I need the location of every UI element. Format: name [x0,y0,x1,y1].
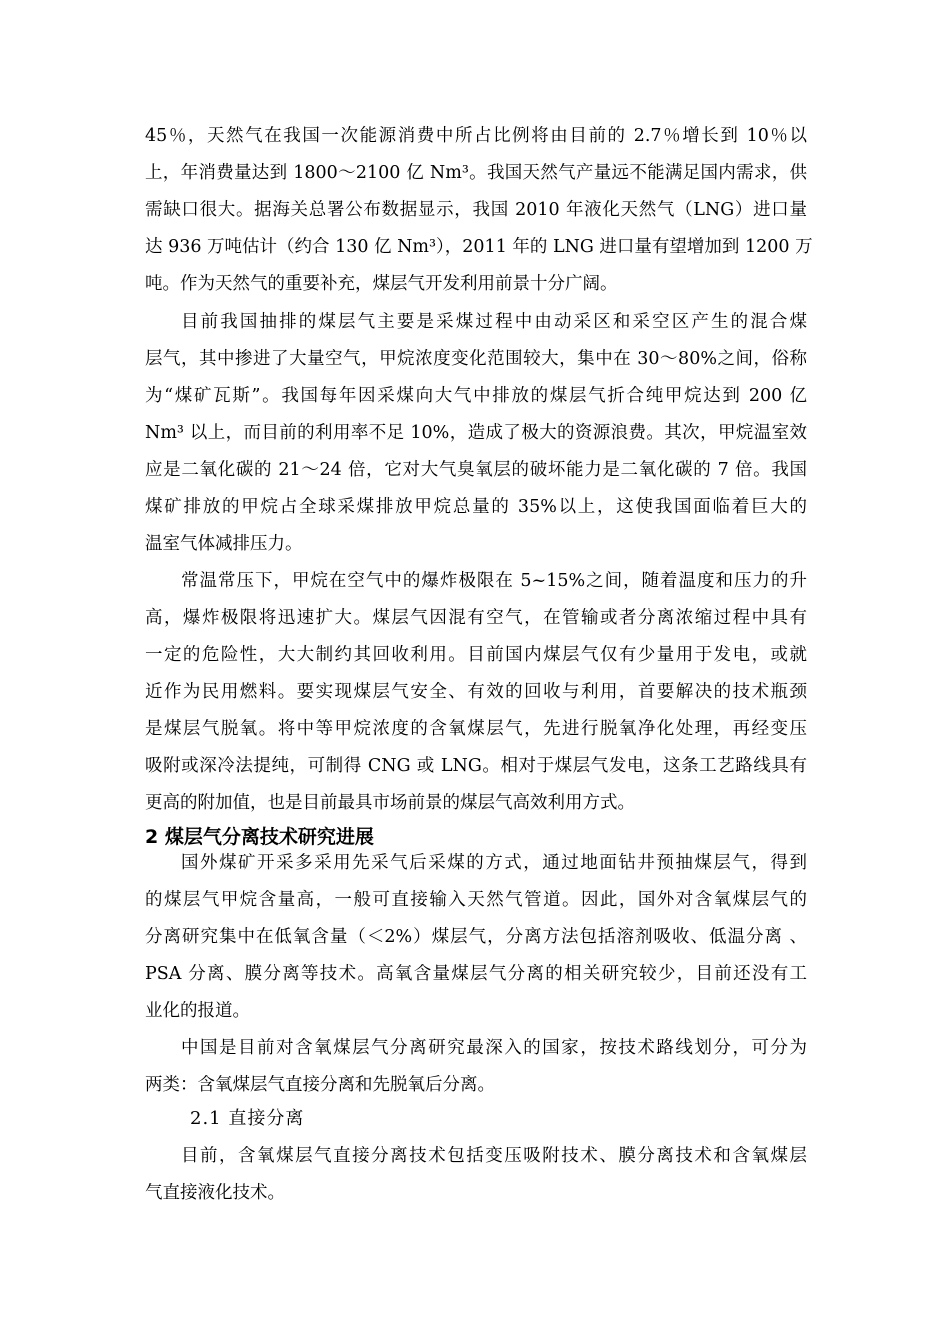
paragraph-line: 更高的附加值，也是目前最具市场前景的煤层气高效利用方式。 [145,793,635,813]
paragraph-line: 温室气体减排压力。 [145,534,303,554]
paragraph-line: 业化的报道。 [145,1001,250,1021]
paragraph-line: 为“煤矿瓦斯”。我国每年因采煤向大气中排放的煤层气折合纯甲烷达到 200 亿 [145,386,807,406]
paragraph-line: 45％，天然气在我国一次能源消费中所占比例将由目前的 2.7％增长到 10％以 [145,126,807,146]
paragraph-line: 高，爆炸极限将迅速扩大。煤层气因混有空气，在管输或者分离浓缩过程中具有 [145,608,807,628]
paragraph-line: 分离研究集中在低氧含量（＜2%）煤层气，分离方法包括溶剂吸收、低温分离 、 [145,927,807,947]
paragraph-line: 是煤层气脱氧。将中等甲烷浓度的含氧煤层气，先进行脱氧净化处理，再经变压 [145,719,807,739]
paragraph-line: 目前，含氧煤层气直接分离技术包括变压吸附技术、膜分离技术和含氧煤层 [181,1146,807,1166]
paragraph-line: 的煤层气甲烷含量高，一般可直接输入天然气管道。因此，国外对含氧煤层气的 [145,890,807,910]
section-heading: 2 煤层气分离技术研究进展 [145,826,374,848]
paragraph-line: 达 936 万吨估计（约合 130 亿 Nm³），2011 年的 LNG 进口量有望增加到 1200 万 [145,237,813,257]
paragraph-line: 两类：含氧煤层气直接分离和先脱氧后分离。 [145,1075,495,1095]
paragraph-line: 常温常压下，甲烷在空气中的爆炸极限在 5~15%之间，随着温度和压力的升 [181,571,807,591]
paragraph-line: 国外煤矿开采多采用先采气后采煤的方式，通过地面钻井预抽煤层气，得到 [181,853,807,873]
paragraph-line: 近作为民用燃料。要实现煤层气安全、有效的回收与利用，首要解决的技术瓶颈 [145,682,807,702]
paragraph-line: 上，年消费量达到 1800～2100 亿 Nm³。我国天然气产量远不能满足国内需求，供 [145,163,807,183]
paragraph-line: 气直接液化技术。 [145,1183,285,1203]
paragraph-line: 需缺口很大。据海关总署公布数据显示，我国 2010 年液化天然气（LNG）进口量 [145,200,807,220]
paragraph-line: 中国是目前对含氧煤层气分离研究最深入的国家，按技术路线划分，可分为 [181,1038,807,1058]
paragraph-line: Nm³ 以上，而目前的利用率不足 10%，造成了极大的资源浪费。其次，甲烷温室效 [145,423,807,443]
paragraph-line: 吸附或深冷法提纯，可制得 CNG 或 LNG。相对于煤层气发电，这条工艺路线具有 [145,756,807,776]
subsection-heading: 2.1 直接分离 [190,1108,305,1129]
paragraph-line: 应是二氧化碳的 21～24 倍，它对大气臭氧层的破坏能力是二氧化碳的 7 倍。我国 [145,460,807,480]
paragraph-line: 层气，其中掺进了大量空气，甲烷浓度变化范围较大，集中在 30～80%之间，俗称 [145,349,807,369]
paragraph-line: PSA 分离、膜分离等技术。高氧含量煤层气分离的相关研究较少，目前还没有工 [145,964,807,984]
paragraph-line: 目前我国抽排的煤层气主要是采煤过程中由动采区和采空区产生的混合煤 [181,312,807,332]
paragraph-line: 一定的危险性，大大制约其回收利用。目前国内煤层气仅有少量用于发电，或就 [145,645,807,665]
paragraph-line: 吨。作为天然气的重要补充，煤层气开发利用前景十分广阔。 [145,274,618,294]
paragraph-line: 煤矿排放的甲烷占全球采煤排放甲烷总量的 35%以上，这使我国面临着巨大的 [145,497,807,517]
